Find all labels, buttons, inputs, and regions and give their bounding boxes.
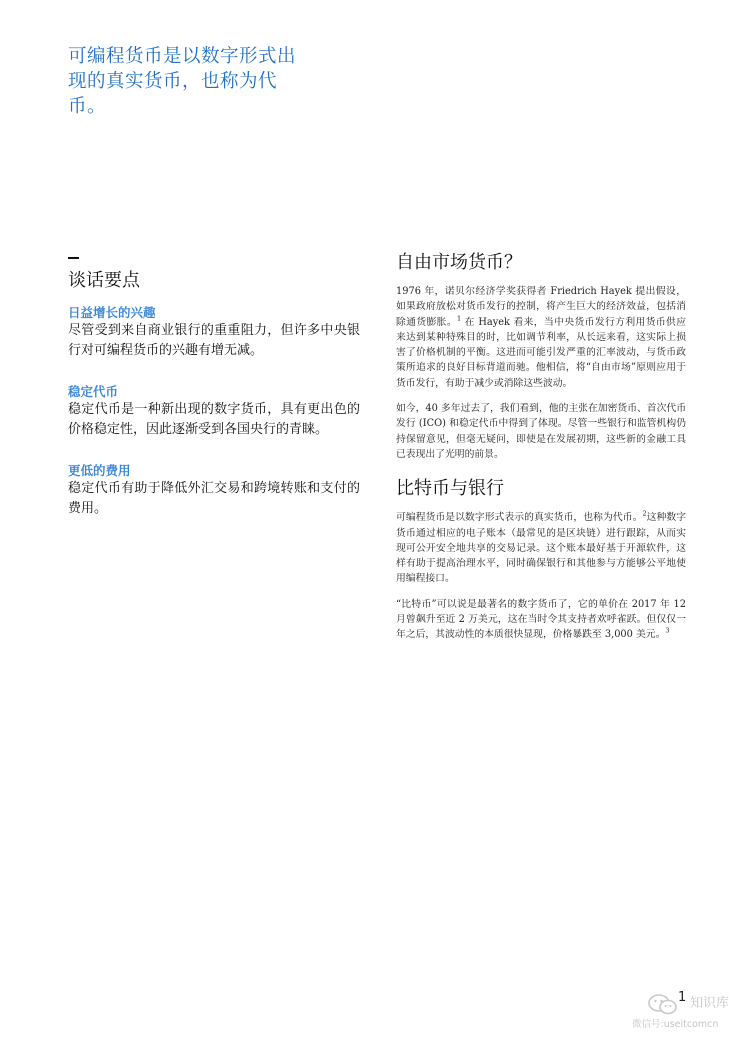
headline: 可编程货币是以数字形式出现的真实货币，也称为代币。: [68, 46, 297, 117]
free-market-title: 自由市场货币？: [396, 252, 522, 273]
footnote-ref: 2: [642, 510, 647, 518]
point-item: [68, 304, 360, 361]
point-heading: 更低的费用: [68, 463, 131, 478]
paragraph-text: 在 Hayek 看来，当中央货币发行方利用货币供应来达到某种特殊目的时，比如调节利率，从长远来看，这实际上损害了价格机制的平衡。这进而可能引发严重的汇率波动，与货币政策所追求的良好目标背道而驰。他相信，将“自由市场”原则应用于货币发行，有助于减少或消除这些波动。: [396, 316, 686, 389]
point-text: 稳定代币有助于降低外汇交易和跨境转账和支付的费用。: [68, 481, 360, 516]
bitcoin-paragraph-2: [396, 597, 686, 643]
page-number: 1: [678, 990, 687, 1005]
article-column: [396, 250, 686, 653]
talking-points-title: 谈话要点: [68, 270, 140, 291]
section-dash: [68, 257, 79, 259]
watermark-sub: 微信号:useitcomcn: [632, 1019, 719, 1030]
talking-points: [68, 268, 360, 541]
free-market-paragraph-2: 如今，40 多年过去了，我们看到，他的主张在加密货币、首次代币发行 (ICO) 和稳定代币中得到了体现。尽管一些银行和监管机构仍持保留意见，但毫无疑问，即使是在发展初期，这些新的金融工具已表现出了光明的前景。: [396, 403, 686, 460]
paragraph-text: 1976 年，诺贝尔经济学奖获得者 Friedrich Hayek 提出假设，如果政府放松对货币发行的控制，将产生巨大的经济效益，包括消除通货膨胀。: [396, 286, 686, 328]
watermark: [632, 988, 742, 1038]
paragraph-text: 这种数字货币通过相应的电子账本（最常见的是区块链）进行跟踪，从而实现可公开安全地共享的交易记录。这个账本最好基于开源软件，这样有助于提高治理水平，同时确保银行和其他参与方能够公平地使用编程接口。: [396, 512, 687, 585]
paragraph-text: 可编程货币是以数字形式表示的真实货币，也称为代币。: [396, 512, 643, 524]
point-text: 尽管受到来自商业银行的重重阻力，但许多中央银行对可编程货币的兴趣有增无减。: [68, 323, 360, 358]
watermark-name: 知识库: [690, 996, 730, 1011]
point-heading: 日益增长的兴趣: [68, 305, 156, 320]
point-text: 稳定代币是一种新出现的数字货币，具有更出色的价格稳定性，因此逐渐受到各国央行的青睐。: [68, 402, 360, 437]
footnote-ref: 1: [457, 314, 462, 323]
point-item: [68, 462, 360, 519]
point-heading: 稳定代币: [68, 384, 119, 399]
point-item: [68, 383, 360, 440]
footnote-ref: 3: [665, 627, 670, 636]
bitcoin-title: 比特币与银行: [396, 478, 504, 500]
free-market-paragraph-1: [396, 284, 686, 391]
bitcoin-paragraph-1: [396, 510, 686, 586]
paragraph-text: “比特币”可以说是最著名的数字货币了，它的单价在 2017 年 12 月曾飙升至近 2 万美元，这在当时令其支持者欢呼雀跃。但仅仅一年之后，其波动性的本质很快显现，价格暴跌至 3,000 美元。: [396, 598, 686, 641]
